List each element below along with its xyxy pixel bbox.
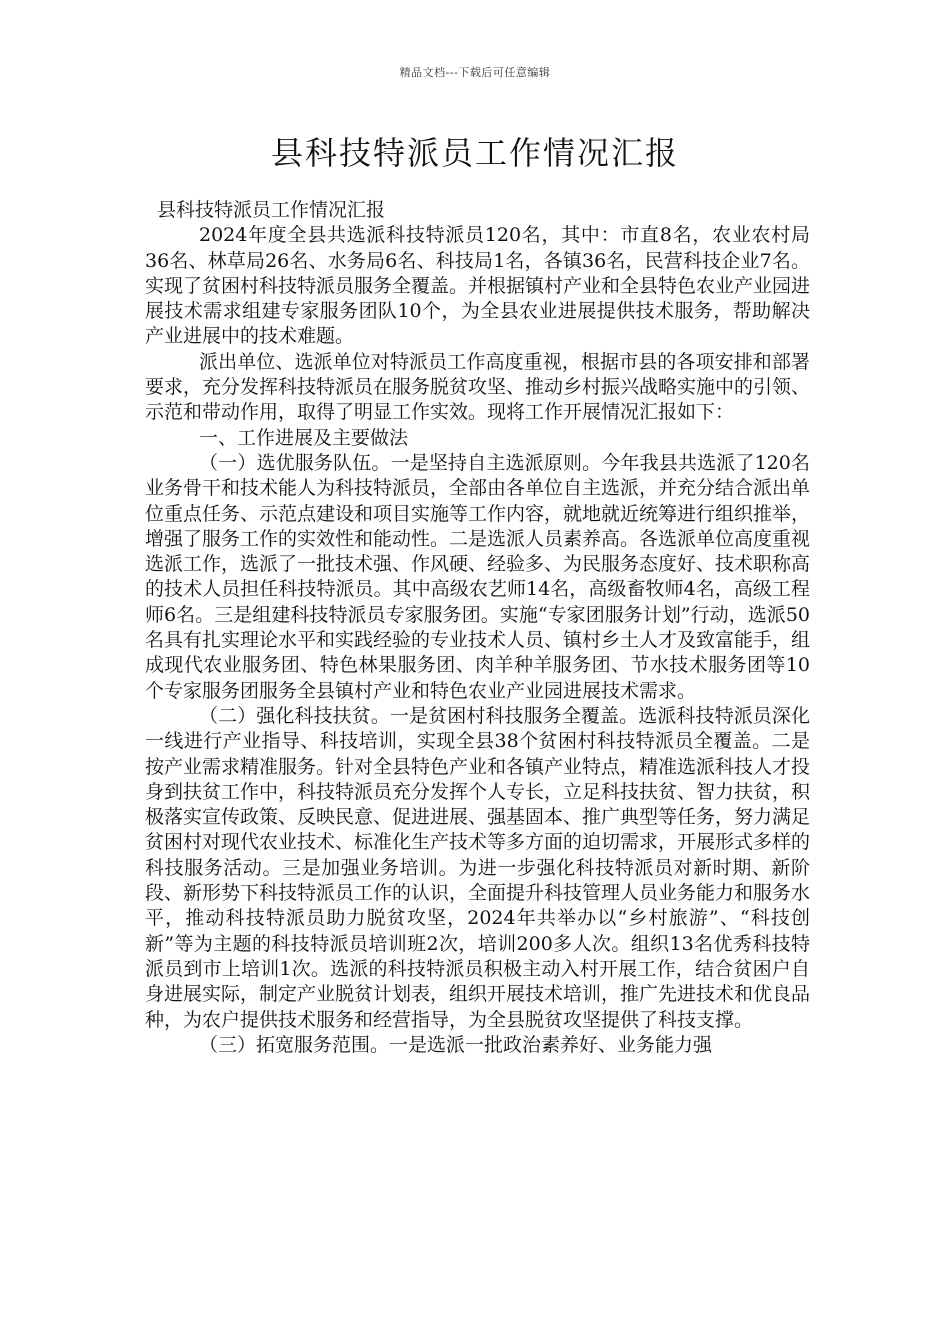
document-subtitle: 县科技特派员工作情况汇报 bbox=[157, 199, 386, 221]
paragraph-section-1: （一）选优服务队伍。一是坚持自主选派原则。今年我县共选派了120名业务骨干和技术能人为科技特派员，全部由各单位自主选派，并充分结合派出单位重点任务、示范点建设和项目实施等工作内容，就地就近统筹进行组织推举，增强了服务工作的实效性和能动性。二是选派人员素养高。各选派单位高度重视选派工作，选派了一批技术强、作风硬、经验多、为民服务态度好、技术职称高的技术人员担任科技特派员。其中高级农艺师14名，高级畜牧师4名，高级工程师6名。三是组建科技特派员专家服务团。实施“专家团服务计划”行动，选派50名具有扎实理论水平和实践经验的专业技术人员、镇村乡土人才及致富能手，组成现代农业服务团、特色林果服务团、肉羊种羊服务团、节水技术服务团等10个专家服务团服务全县镇村产业和特色农业产业园进展技术需求。 bbox=[145, 451, 811, 702]
paragraph-overview: 2024年度全县共选派科技特派员120名，其中：市直8名，农业农村局36名、林草局26名、水务局6名、科技局1名，各镇36名，民营科技企业7名。实现了贫困村科技特派员服务全覆盖。并根据镇村产业和全县特色农业产业园进展技术需求组建专家服务团队10个，为全县农业进展提供技术服务，帮助解决产业进展中的技术难题。 bbox=[145, 224, 811, 348]
document-body bbox=[145, 198, 810, 1058]
paragraph-section-3: （三）拓宽服务范围。一是选派一批政治素养好、业务能力强 bbox=[199, 1033, 713, 1056]
header-note: 精品文档---下载后可任意编辑 bbox=[399, 66, 551, 79]
paragraph-section-2: （二）强化科技扶贫。一是贫困村科技服务全覆盖。选派科技特派员深化一线进行产业指导、科技培训，实现全县38个贫困村科技特派员全覆盖。二是按产业需求精准服务。针对全县特色产业和各镇产业特点，精准选派科技人才投身到扶贫工作中，科技特派员充分发挥个人专长，立足科技扶贫、智力扶贫，积极落实宣传政策、反映民意、促进进展、强基固本、推广典型等任务，努力满足贫困村对现代农业技术、标准化生产技术等多方面的迫切需求，开展形式多样的科技服务活动。三是加强业务培训。为进一步强化科技特派员对新时期、新阶段、新形势下科技特派员工作的认识，全面提升科技管理人员业务能力和服务水平，推动科技特派员助力脱贫攻坚，2024年共举办以“乡村旅游”、“科技创新”等为主题的科技特派员培训班2次，培训200多人次。组织13名优秀科技特派员到市上培训1次。选派的科技特派员积极主动入村开展工作，结合贫困户自身进展实际，制定产业脱贫计划表，组织开展技术培训，推广先进技术和优良品种，为农户提供技术服务和经营指导，为全县脱贫攻坚提供了科技支撑。 bbox=[145, 704, 811, 1031]
document-title: 县科技特派员工作情况汇报 bbox=[270, 134, 679, 172]
section-heading: 一、工作进展及主要做法 bbox=[199, 426, 409, 449]
paragraph-introduction: 派出单位、选派单位对特派员工作高度重视，根据市县的各项安排和部署要求，充分发挥科技特派员在服务脱贫攻坚、推动乡村振兴战略实施中的引领、示范和带动作用，取得了明显工作实效。现将工作开展情况汇报如下： bbox=[145, 350, 811, 424]
